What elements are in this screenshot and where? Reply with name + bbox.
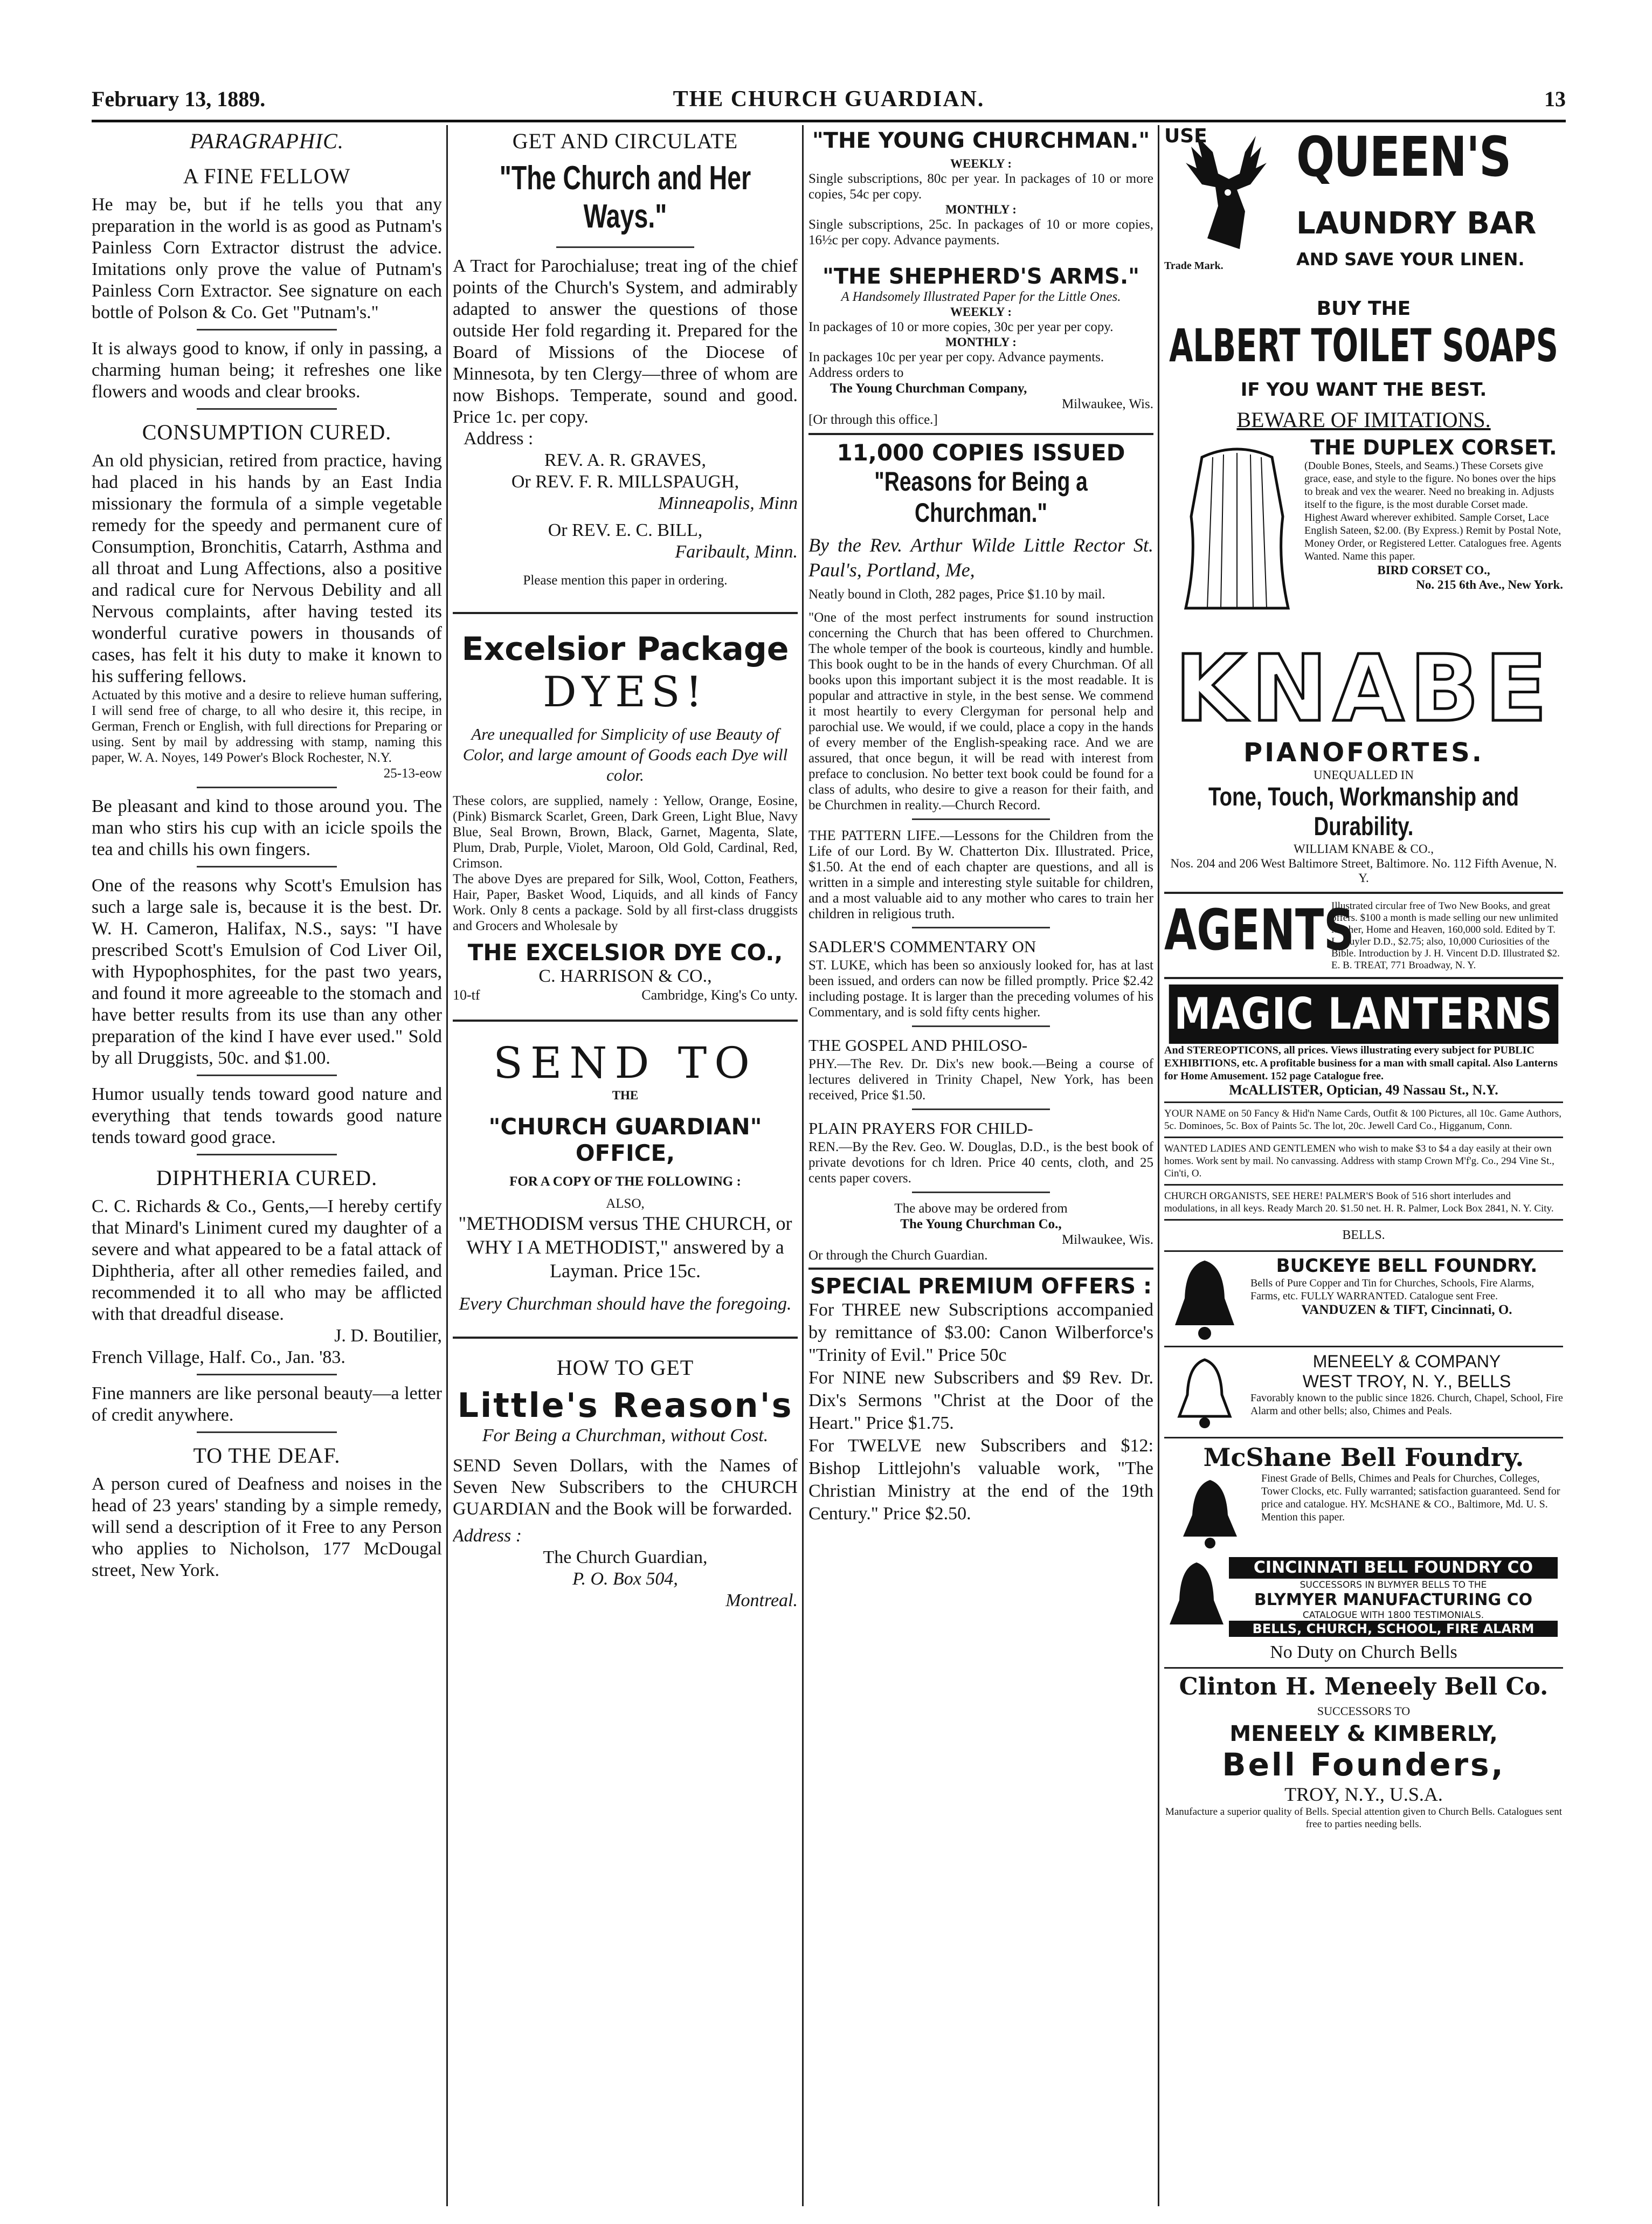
pattern-life: THE PATTERN LIFE.—Lessons for the Children from the Life of our Lord. By W. Chatterton Dix. Illustrated. Price, $1.50. At the end of each chapter are questions, and all is written in a simple and interesting style suitable for children, and a most valuable aid to any mother who cares to train her children in religious truth. — [808, 828, 1153, 921]
sadler-title: SADLER'S COMMENTARY ON — [808, 937, 1036, 956]
buckeye-text: Bells of Pure Copper and Tin for Churches, Schools, Fire Alarms, Farms, etc. FULLY WARRANTED. Catalogue sent Free. — [1250, 1277, 1535, 1302]
dyes-tagline: Are unequalled for Simplicity of use Beauty of Color, and large amount of Goods each Dye will color. — [462, 725, 788, 784]
ad-title: GET AND CIRCULATE — [512, 129, 738, 153]
column-divider — [1158, 125, 1159, 2206]
buckeye-company: VANDUZEN & TIFT, Cincinnati, O. — [1301, 1303, 1512, 1317]
how-address: P. O. Box 504, — [572, 1569, 678, 1589]
article-text: Be pleasant and kind to those around you. The man who stirs his cup with an icicle spoils the tea and chills his own fingers. — [92, 796, 442, 859]
sa-title: "THE SHEPHERD'S ARMS." — [822, 264, 1139, 289]
yc-monthly: Single subscriptions, 25c. In packages of 10 or more copies, 16½c per copy. Advance payments. — [808, 217, 1153, 247]
buy-the: BUY THE — [1316, 298, 1411, 320]
dyes-agent: C. HARRISON & CO., — [538, 966, 712, 986]
article-text: He may be, but if he tells you that any preparation in the world is as good as Putnam's Painless Corn Extractor distrust the advice. Imitations only prove the value of Putnam's Painless Corn Extractor. See signature on each bottle of Polson & Co. Get "Putnam's." — [92, 195, 442, 322]
reasons-title: "Reasons for Being a Churchman." — [874, 466, 1088, 528]
send-book: "METHODISM versus THE CHURCH, or WHY I A METHODIST," answered by a Layman. Price 15c. — [458, 1213, 792, 1282]
order-line: Milwaukee, Wis. — [1061, 1233, 1153, 1247]
newspaper-title: THE CHURCH GUARDIAN. — [673, 87, 985, 112]
organists-ad: CHURCH ORGANISTS, SEE HERE! PALMER'S Book of 516 short interludes and modulations, in all keys. Ready March 20. $1.50 net. H. R. Palmer, Lock Box 2841, N. Y. City. — [1164, 1190, 1554, 1214]
separator — [808, 433, 1153, 435]
mcshane-title: McShane Bell Foundry. — [1203, 1443, 1524, 1472]
beware: BEWARE OF IMITATIONS. — [1236, 408, 1491, 432]
article-text: A person cured of Deafness and noises in the head of 23 years' standing by a simple remedy, will send a description of it Free to any Person who applies to Nicholson, 177 McDougal street, New York. — [92, 1474, 442, 1580]
ad-code: 25-13-eow — [383, 766, 442, 781]
article-place: French Village, Half. Co., Jan. '83. — [92, 1347, 345, 1367]
sa-weekly: In packages of 10 or more copies, 30c per year per copy. — [808, 320, 1114, 334]
dyes-address: Cambridge, King's Co unty. — [641, 987, 798, 1003]
article-text: One of the reasons why Scott's Emulsion has such a large sale is, because it is the best. Dr. W. H. Cameron, Halifax, N.S., says: "I have prescribed Scott's Emulsion of Cod Liver Oil, with Hypophosphites, for the past two years, and found it more agreeable to the stomach and have better results from its use than any other preparation of the kind I have ever used." Sold by all Druggists, 50c. and $1.00. — [92, 876, 442, 1068]
order-line: Or through the Church Guardian. — [808, 1248, 988, 1263]
sa-address: Address orders to — [808, 366, 904, 380]
article-title: TO THE DEAF. — [193, 1443, 341, 1468]
header-rule — [92, 120, 1566, 122]
magic-company: McALLISTER, Optician, 49 Nassau St., N.Y. — [1229, 1082, 1498, 1098]
knabe-address: Nos. 204 and 206 West Baltimore Street, Baltimore. No. 112 Fifth Avenue, N. Y. — [1170, 857, 1557, 885]
magic-lanterns: MAGIC LANTERNS — [1169, 984, 1559, 1044]
address-line: Faribault, Minn. — [675, 542, 798, 562]
yc-title: "THE YOUNG CHURCHMAN." — [812, 128, 1150, 153]
separator — [1164, 1667, 1563, 1669]
how-address: The Church Guardian, — [543, 1547, 708, 1567]
gospel-title: THE GOSPEL AND PHILOSO- — [808, 1036, 1028, 1055]
address-line: Or REV. F. R. MILLSPAUGH, — [511, 472, 739, 492]
separator — [197, 1075, 337, 1076]
separator — [1164, 977, 1563, 979]
send-note: Every Churchman should have the foregoing. — [459, 1294, 792, 1314]
reasons-review: "One of the most perfect instruments for sound instruction concerning the Church that has been offered to Churchmen. The whole temper of the book is courteous, kindly and humble. This book ought to be in the hands of every Churchman. Of all books upon this important subject it is the most readable. It is popular and attractive in style, in the best sense. We commend it most heartily to every Clergyman for personal help and parochial use. We would, if we could, place a copy in the hands of every member of the English-speaking race. And we are assured, that once begun, it will be read with interest from preface to conclusion. No better text book could be found for a class of adults, who desire to give a reason for their faith, and be Churchmen in reality.—Church Record. — [808, 610, 1153, 813]
dyes-headline: DYES! — [543, 668, 708, 717]
separator — [197, 866, 337, 867]
address-line: Minneapolis, Minn — [658, 493, 798, 513]
article-title: CONSUMPTION CURED. — [142, 420, 392, 444]
address-label: Address : — [464, 429, 534, 449]
ad-text: A Tract for Parochialuse; treat ing of the chief points of the Church's System, and admirably adapted to answer the questions of those outside Her fold regarding it. Prepared for the Board of Missions of the Diocese of Minnesota, by ten Clergy—three of whom are now Bishops. Temperate, sound and good. Price 1c. per copy. — [453, 256, 798, 427]
sa-company: The Young Churchman Company, — [830, 381, 1027, 396]
knabe-tone: Tone, Touch, Workmanship and Durability. — [1208, 783, 1519, 841]
clinton-title: Clinton H. Meneely Bell Co. — [1179, 1673, 1549, 1700]
column-paragraphic — [92, 125, 442, 2212]
how-headline: Little's Reason's — [457, 1386, 793, 1425]
cincinnati-line: SUCCESSORS IN BLYMYER BELLS TO THE — [1300, 1580, 1487, 1590]
meneely-title: MENEELY & COMPANY — [1312, 1352, 1501, 1371]
order-line: The above may be ordered from — [894, 1201, 1068, 1216]
separator — [1164, 1219, 1563, 1221]
yc-weekly: Single subscriptions, 80c per year. In packages of 10 or more copies, 54c per copy. — [808, 171, 1153, 202]
separator — [1164, 1437, 1563, 1438]
gospel-text: PHY.—The Rev. Dr. Dix's new book.—Being a course of lectures delivered in Trinity Chapel, New York, has been received, Price $1.50. — [808, 1057, 1153, 1103]
separator — [1164, 1250, 1563, 1252]
meneely-text: Favorably known to the public since 1826. Church, Chapel, School, Fire Alarm and other bells; also, Chimes and Peals. — [1250, 1392, 1563, 1417]
albert-soaps: ALBERT TOILET SOAPS — [1169, 319, 1558, 372]
copies-issued: 11,000 COPIES ISSUED — [837, 439, 1125, 466]
separator — [197, 1374, 337, 1375]
address-line: Or REV. E. C. BILL, — [548, 520, 703, 540]
weekly-label: WEEKLY : — [950, 157, 1012, 170]
separator — [197, 329, 337, 330]
blymyer-title: BLYMYER MANUFACTURING CO — [1254, 1590, 1533, 1609]
send-title: SEND TO — [493, 1038, 757, 1088]
column-divider — [802, 125, 804, 2206]
corset-company: BIRD CORSET CO., — [1377, 563, 1490, 577]
pianofortes: PIANOFORTES. — [1243, 738, 1484, 768]
corset-address: No. 215 6th Ave., New York. — [1416, 578, 1563, 591]
wanted-ad: WANTED LADIES AND GENTLEMEN who wish to make $3 to $4 a day easily at their own homes. Work sent by mail. No canvassing. Address with stamp Crown M'f'g. Co., 294 Vine St., Cin'ti, O. — [1164, 1143, 1554, 1179]
separator — [556, 246, 694, 248]
column-advertisements — [1164, 125, 1563, 2212]
send-for: FOR A COPY OF THE FOLLOWING : — [509, 1174, 741, 1189]
meneely-city: WEST TROY, N. Y., BELLS — [1302, 1372, 1511, 1391]
premium-title: SPECIAL PREMIUM OFFERS : — [810, 1274, 1152, 1299]
sa-sub: A Handsomely Illustrated Paper for the Little Ones. — [841, 290, 1121, 304]
column-tracts — [453, 125, 798, 2212]
dyes-details: The above Dyes are prepared for Silk, Wool, Cotton, Feathers, Hair, Paper, Basket Wood, Liquids, and all kinds of Fancy Work. Only 8 cents a package. Sold by all first-class druggists and Grocers and Wholesale by — [453, 872, 798, 933]
meneely-company-ad — [1164, 1352, 1563, 1433]
cincinnati-line: CATALOGUE WITH 1800 TESTIMONIALS. — [1302, 1610, 1484, 1621]
bell-icon — [1164, 1472, 1256, 1553]
how-sub: For Being a Churchman, without Cost. — [482, 1426, 769, 1445]
monthly-label: MONTHLY : — [945, 335, 1017, 349]
issue-date: February 13, 1889. — [92, 87, 266, 111]
section-heading: PARAGRAPHIC. — [190, 129, 344, 153]
knabe-brand: KNABE — [1174, 636, 1553, 742]
plain-text: REN.—By the Rev. Geo. W. Douglas, D.D., is the best book of private devotions for ch ldren. Price 40 cents, cloth, and 25 cents paper covers. — [808, 1140, 1153, 1186]
corset-illustration — [1170, 436, 1304, 630]
send-the: THE — [612, 1089, 639, 1102]
plain-title: PLAIN PRAYERS FOR CHILD- — [808, 1119, 1033, 1138]
use-label: USE — [1164, 125, 1207, 147]
buckeye-title: BUCKEYE BELL FOUNDRY. — [1276, 1255, 1538, 1277]
column-divider — [446, 125, 448, 2206]
sa-city: Milwaukee, Wis. — [1061, 397, 1153, 411]
reasons-bound: Neatly bound in Cloth, 282 pages, Price $1.10 by mail. — [808, 587, 1105, 602]
corset-title: THE DUPLEX CORSET. — [1310, 436, 1557, 459]
article-text: An old physician, retired from practice, having had placed in his hands by an East India missionary the formula of a simple vegetable remedy for the speedy and permanent cure of Consumption, Bronchitis, Catarrh, Asthma and all throat and Lung Affections, also a positive and radical cure for Nervous Debility and all Nervous complaints, after having tested its wonderful curative powers in thousands of cases, has felt it his duty to make it known to his suffering fellows. — [92, 451, 442, 686]
separator — [912, 1108, 1050, 1110]
buckeye-ad — [1164, 1255, 1563, 1341]
bell-icon — [1164, 1557, 1229, 1638]
how-text: SEND Seven Dollars, with the Names of Seven New Subscribers to the CHURCH GUARDIAN and the Book will be forwarded. — [453, 1456, 798, 1519]
magic-text: And STEREOPTICONS, all prices. Views illustrating every subject for PUBLIC EXHIBITIONS, etc. A profitable business for a man with small capital. Also Lanterns for Home Amusement. 152 page Catalogue free. — [1164, 1044, 1558, 1082]
name-cards-ad: YOUR NAME on 50 Fancy & Hid'n Name Cards, Outfit & 100 Pictures, all 10c. Game Authors, 5c. Dominoes, 5c. Box of Paints 5c. The lot, 20c. Jewell Card Co., Higganum, Conn. — [1164, 1108, 1561, 1132]
separator — [912, 818, 1050, 820]
column-publications — [808, 125, 1153, 2212]
trade-mark: Trade Mark. — [1164, 260, 1224, 272]
separator — [197, 408, 337, 410]
separator — [453, 1337, 798, 1339]
unequalled: UNEQUALLED IN — [1314, 768, 1414, 782]
address-line: REV. A. R. GRAVES, — [544, 450, 707, 470]
sa-or: [Or through this office.] — [808, 412, 938, 427]
ad-headline: "The Church and Her Ways." — [499, 160, 751, 235]
separator — [912, 927, 1050, 928]
successors-to: SUCCESSORS TO — [1317, 1704, 1411, 1718]
bell-founders: Bell Founders, — [1222, 1746, 1505, 1783]
article-title: A FINE FELLOW — [183, 164, 351, 188]
how-address: Montreal. — [725, 1590, 798, 1610]
article-title: DIPHTHERIA CURED. — [156, 1166, 378, 1190]
agents-ad — [1164, 897, 1563, 972]
bell-icon — [1164, 1255, 1245, 1341]
meneely-kimberly: MENEELY & KIMBERLY, — [1229, 1722, 1498, 1746]
queens-brand: QUEEN'S — [1296, 125, 1511, 189]
article-signature: J. D. Boutilier, — [334, 1326, 442, 1346]
laundry-bar: LAUNDRY BAR — [1296, 206, 1537, 241]
separator — [1164, 1101, 1563, 1103]
separator — [912, 1025, 1050, 1027]
separator — [808, 1268, 1153, 1270]
dyes-company: THE EXCELSIOR DYE CO., — [467, 939, 783, 966]
send-also: ALSO, — [606, 1196, 645, 1211]
ad-code: 10-tf — [453, 987, 480, 1003]
reasons-author: By the Rev. Arthur Wilde Little Rector St. Paul's, Portland, Me, — [808, 534, 1153, 581]
separator — [912, 1192, 1050, 1193]
how-address-label: Address : — [453, 1526, 522, 1546]
how-title: HOW TO GET — [556, 1355, 694, 1380]
separator — [453, 1020, 798, 1022]
separator — [1164, 892, 1563, 894]
dyes-colors: These colors, are supplied, namely : Yellow, Orange, Eosine, (Pink) Bismarck Scarlet, Green, Dark Green, Light Blue, Navy Blue, Seal Brown, Brown, Black, Garnet, Magenta, Slate, Plum, Drab, Purple, Violet, Maroon, Old Gold, Cardinal, Red, Crimson. — [453, 794, 798, 871]
article-fine-print: Actuated by this motive and a desire to relieve human suffering, I will send free of charge, to all who desire it, this recipe, in German, French or English, with full directions for Preparing or using. Sent by mail by addressing with stamp, naming this paper, W. A. Noyes, 149 Power's Block Rochester, N.Y. — [92, 688, 442, 765]
order-line: The Young Churchman Co., — [900, 1217, 1062, 1231]
queens-ad — [1164, 125, 1563, 281]
dyes-title: Excelsior Package — [461, 630, 789, 668]
cincinnati-ad — [1164, 1557, 1563, 1638]
cincinnati-title: CINCINNATI BELL FOUNDRY CO — [1229, 1557, 1558, 1579]
article-text: C. C. Richards & Co., Gents,—I hereby certify that Minard's Liniment cured my daughter of a severe and what appeared to be a fatal attack of Diphtheria, after all other remedies failed, and recommended it to all who may be afflicted with that dreadful disease. — [92, 1196, 442, 1324]
weekly-label: WEEKLY : — [950, 305, 1012, 319]
corset-text: (Double Bones, Steels, and Seams.) These Corsets give grace, ease, and style to the figure. No bones over the hips to break and vex the wearer. Need no breaking in. Adjusts itself to the figure, is the most durable Corset made. Highest Award wherever exhibited. Sample Corset, Lace English Sateen, $2.00. (By Express.) Remit by Postal Note, Money Order, or Registered Letter. Catalogues free. Agents Wanted. Name this paper. — [1304, 460, 1561, 562]
agents-text: Illustrated circular free of Two New Books, and great offers. $100 a month is made selling our new unlimited Mother, Home and Heaven, 160,000 sold. Edited by T. L. Cuyler D.D., $2.75; also, 10,000 Curiosities of the Bible. Introduction by J. H. Vincent D.D. Illustrated $2. E. B. TREAT, 771 Broadway, N. Y. — [1331, 900, 1560, 971]
cincinnati-bells: BELLS, CHURCH, SCHOOL, FIRE ALARM — [1229, 1621, 1558, 1637]
troy-city: TROY, N.Y., U.S.A. — [1284, 1784, 1443, 1805]
want-best: IF YOU WANT THE BEST. — [1240, 379, 1487, 401]
troy-text: Manufacture a superior quality of Bells. Special attention given to Church Bells. Catalogues sent free to parties needing bells. — [1165, 1806, 1563, 1830]
premium-offer: For TWELVE new Subscribers and $12: Bishop Littlejohn's valuable work, "The Christian Ministry at the end of the 19th Century." Price $2.50. — [808, 1436, 1153, 1524]
ordering-note: Please mention this paper in ordering. — [523, 573, 728, 588]
separator — [453, 612, 798, 614]
article-text: Fine manners are like personal beauty—a letter of credit anywhere. — [92, 1383, 442, 1425]
send-office: "CHURCH GUARDIAN" OFFICE, — [488, 1113, 762, 1166]
premium-offer: For THREE new Subscriptions accompanied by remittance of $3.00: Canon Wilberforce's "Trinity of Evil." Price 50c — [808, 1300, 1153, 1365]
article-text: It is always good to know, if only in passing, a charming human being; it refreshes one like flowers and woods and clear brooks. — [92, 339, 442, 402]
knabe-company: WILLIAM KNABE & CO., — [1294, 842, 1434, 856]
mcshane-text: Finest Grade of Bells, Chimes and Peals for Churches, Colleges, Tower Clocks, etc. Fully warranted; satisfaction guaranteed. Send for price and catalogue. HY. McSHANE & CO., Baltimore, Md. U. S. Mention this paper. — [1261, 1472, 1560, 1523]
agents-title: AGENTS — [1164, 897, 1354, 963]
no-duty: No Duty on Church Bells — [1270, 1642, 1457, 1662]
separator — [1164, 1137, 1563, 1138]
sa-monthly: In packages 10c per year per copy. Advance payments. — [808, 350, 1104, 364]
separator — [1164, 1346, 1563, 1347]
corset-ad — [1164, 436, 1563, 635]
separator — [197, 787, 337, 788]
article-text: Humor usually tends toward good nature and everything that tends towards good nature tends toward good grace. — [92, 1084, 442, 1147]
premium-offer: For NINE new Subscribers and $9 Rev. Dr. Dix's Sermons "Christ at the Door of the Heart." Price $1.75. — [808, 1368, 1153, 1433]
monthly-label: MONTHLY : — [945, 203, 1017, 216]
save-linen: AND SAVE YOUR LINEN. — [1296, 249, 1525, 270]
separator — [1164, 1184, 1563, 1186]
separator — [197, 1431, 337, 1433]
sadler-text: ST. LUKE, which has been so anxiously looked for, has at last been issued, and orders can now be filled promptly. Price $2.42 including postage. It is larger than the preceding volumes of his Commentary, and is sold fifty cents higher. — [808, 958, 1153, 1020]
page-header — [92, 81, 1566, 113]
bells-heading: BELLS. — [1342, 1228, 1385, 1242]
separator — [197, 1154, 337, 1155]
bell-icon — [1164, 1352, 1245, 1433]
page-number: 13 — [1544, 87, 1566, 111]
